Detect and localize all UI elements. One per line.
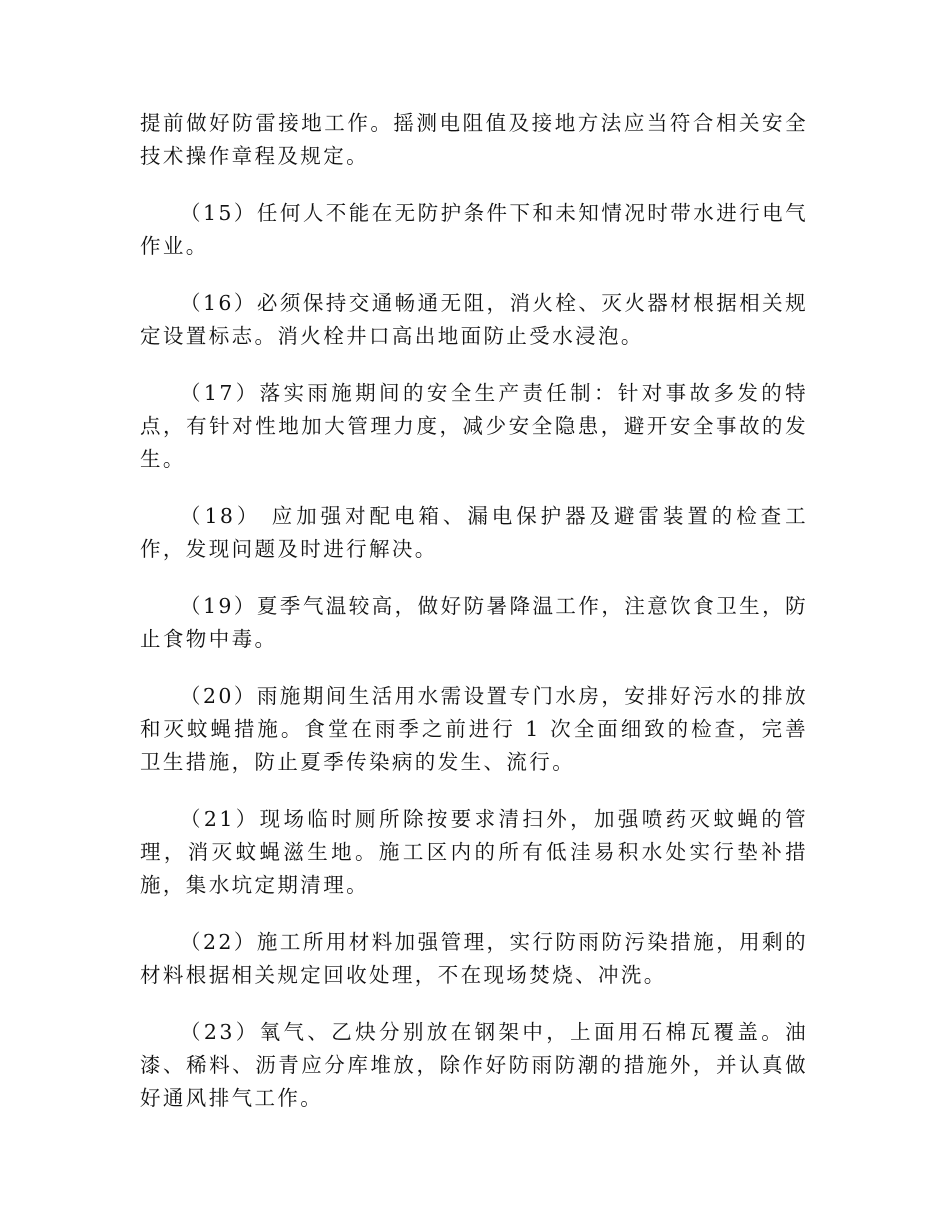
paragraph-item-15: （15）任何人不能在无防护条件下和未知情况时带水进行电气作业。 xyxy=(140,201,808,258)
document-body xyxy=(140,107,808,1139)
paragraph-item-22: （22）施工所用材料加强管理，实行防雨防污染措施，用剩的材料根据相关规定回收处理，不在现场焚烧、冲洗。 xyxy=(140,930,808,987)
paragraph-item-21: （21）现场临时厕所除按要求清扫外，加强喷药灭蚊蝇的管理，消灭蚊蝇滋生地。施工区内的所有低洼易积水处实行垫补措施，集水坑定期清理。 xyxy=(140,807,808,897)
paragraph-item-20: （20）雨施期间生活用水需设置专门水房，安排好污水的排放和灭蚊蝇措施。食堂在雨季之前进行 1 次全面细致的检查，完善卫生措施，防止夏季传染病的发生、流行。 xyxy=(140,684,808,774)
paragraph-item-18: （18） 应加强对配电箱、漏电保护器及避雷装置的检查工作，发现问题及时进行解决。 xyxy=(140,504,808,561)
paragraph-item-19: （19）夏季气温较高，做好防暑降温工作，注意饮食卫生，防止食物中毒。 xyxy=(140,594,808,651)
paragraph-item-23: （23）氧气、乙炔分别放在钢架中，上面用石棉瓦覆盖。油漆、稀料、沥青应分库堆放，除作好防雨防潮的措施外，并认真做好通风排气工作。 xyxy=(140,1020,808,1110)
paragraph-continuation: 提前做好防雷接地工作。摇测电阻值及接地方法应当符合相关安全技术操作章程及规定。 xyxy=(140,111,808,168)
paragraph-item-16: （16）必须保持交通畅通无阻，消火栓、灭火器材根据相关规定设置标志。消火栓井口高出地面防止受水浸泡。 xyxy=(140,291,808,348)
paragraph-item-17: （17）落实雨施期间的安全生产责任制：针对事故多发的特点，有针对性地加大管理力度，减少安全隐患，避开安全事故的发生。 xyxy=(140,381,808,471)
